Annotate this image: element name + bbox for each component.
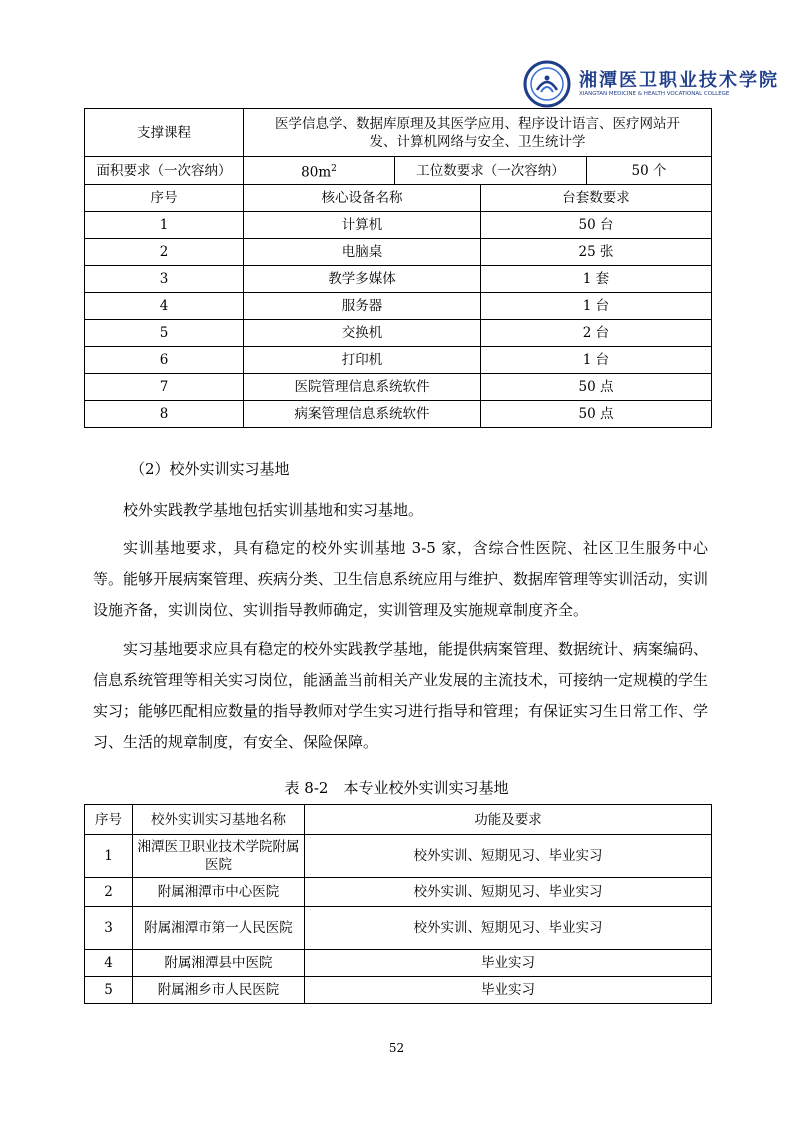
- row-index: 1: [85, 212, 244, 239]
- row-equipment: 交换机: [244, 320, 481, 347]
- row-index: 4: [85, 950, 133, 977]
- row-base-name: 附属湘乡市人民医院: [133, 977, 305, 1004]
- section-heading: （2）校外实训实习基地: [130, 460, 290, 478]
- table-row: [85, 950, 712, 977]
- row-index: 6: [85, 347, 244, 374]
- header-base-name: 校外实训实习基地名称: [133, 805, 305, 835]
- row-function: 毕业实习: [305, 950, 712, 977]
- row-index: 8: [85, 401, 244, 428]
- table-header-row: [85, 805, 712, 835]
- area-value: [244, 157, 395, 185]
- table-row: [85, 212, 712, 239]
- row-quantity: 50 点: [481, 374, 712, 401]
- area-label: 面积要求（一次容纳）: [85, 157, 244, 185]
- row-base-name: 附属湘潭市第一人民医院: [133, 907, 305, 950]
- area-number: 80m: [301, 164, 332, 181]
- row-index: 4: [85, 293, 244, 320]
- table-row: [85, 878, 712, 907]
- paragraph-bases-overview: 校外实践教学基地包括实训基地和实习基地。: [123, 501, 424, 519]
- row-equipment: 病案管理信息系统软件: [244, 401, 481, 428]
- row-quantity: 50 点: [481, 401, 712, 428]
- table-caption: 表 8-2 本专业校外实训实习基地: [284, 779, 509, 797]
- area-row: [85, 157, 712, 185]
- row-index: 7: [85, 374, 244, 401]
- table-row: [85, 347, 712, 374]
- row-function: 校外实训、短期见习、毕业实习: [305, 878, 712, 907]
- logo-chinese-name: 湘潭医卫职业技术学院: [579, 70, 779, 91]
- equipment-table: [84, 108, 712, 428]
- seats-label: 工位数要求（一次容纳）: [395, 157, 587, 185]
- support-course-row: [85, 109, 712, 157]
- row-index: 5: [85, 320, 244, 347]
- row-equipment: 电脑桌: [244, 239, 481, 266]
- row-index: 5: [85, 977, 133, 1004]
- paragraph-internship-base: 实习基地要求应具有稳定的校外实践教学基地，能提供病案管理、数据统计、病案编码、信息系统管理等相关实习岗位，能涵盖当前相关产业发展的主流技术，可接纳一定规模的学生实习；能够匹配相应数量的指导教师对学生实习进行指导和管理；有保证实习生日常工作、学习、生活的规章制度，有安全、保险保障。: [93, 640, 709, 751]
- table-header-row: [85, 185, 712, 212]
- row-equipment: 医院管理信息系统软件: [244, 374, 481, 401]
- row-function: 毕业实习: [305, 977, 712, 1004]
- support-courses: 医学信息学、数据库原理及其医学应用、程序设计语言、医疗网站开发、计算机网络与安全、卫生统计学: [244, 109, 712, 157]
- row-quantity: 1 台: [481, 293, 712, 320]
- row-function: 校外实训、短期见习、毕业实习: [305, 907, 712, 950]
- college-logo: [523, 60, 779, 110]
- row-base-name: 附属湘潭市中心医院: [133, 878, 305, 907]
- header-index: 序号: [85, 805, 133, 835]
- row-base-name: 湘潭医卫职业技术学院附属医院: [133, 835, 305, 878]
- row-quantity: 1 台: [481, 347, 712, 374]
- table-row: [85, 977, 712, 1004]
- row-equipment: 打印机: [244, 347, 481, 374]
- row-base-name: 附属湘潭县中医院: [133, 950, 305, 977]
- header-function: 功能及要求: [305, 805, 712, 835]
- row-quantity: 1 套: [481, 266, 712, 293]
- row-index: 1: [85, 835, 133, 878]
- page-number: 52: [388, 1041, 405, 1055]
- table-row: [85, 266, 712, 293]
- row-index: 3: [85, 907, 133, 950]
- row-quantity: 2 台: [481, 320, 712, 347]
- table-row: [85, 401, 712, 428]
- table-row: [85, 293, 712, 320]
- header-equipment: 核心设备名称: [244, 185, 481, 212]
- row-index: 3: [85, 266, 244, 293]
- external-base-table: [84, 804, 712, 1004]
- table-row: [85, 907, 712, 950]
- header-quantity: 台套数要求: [481, 185, 712, 212]
- row-index: 2: [85, 878, 133, 907]
- table-row: [85, 239, 712, 266]
- seats-value: 50 个: [587, 157, 712, 185]
- header-index: 序号: [85, 185, 244, 212]
- row-quantity: 25 张: [481, 239, 712, 266]
- row-function: 校外实训、短期见习、毕业实习: [305, 835, 712, 878]
- row-equipment: 教学多媒体: [244, 266, 481, 293]
- paragraph-training-base: 实训基地要求，具有稳定的校外实训基地 3-5 家，含综合性医院、社区卫生服务中心等。能够开展病案管理、疾病分类、卫生信息系统应用与维护、数据库管理等实训活动，实训设施齐备，实训岗位、实训指导教师确定，实训管理及实施规章制度齐全。: [93, 539, 709, 619]
- college-emblem-icon: [523, 60, 571, 108]
- support-label: 支撑课程: [85, 109, 244, 157]
- row-equipment: 服务器: [244, 293, 481, 320]
- row-quantity: 50 台: [481, 212, 712, 239]
- table-row: [85, 835, 712, 878]
- table-row: [85, 320, 712, 347]
- table-row: [85, 374, 712, 401]
- area-unit-sup: 2: [331, 163, 337, 174]
- row-equipment: 计算机: [244, 212, 481, 239]
- row-index: 2: [85, 239, 244, 266]
- logo-english-name: XIANGTAN MEDICINE & HEALTH VOCATIONAL COLLEGE: [579, 91, 730, 97]
